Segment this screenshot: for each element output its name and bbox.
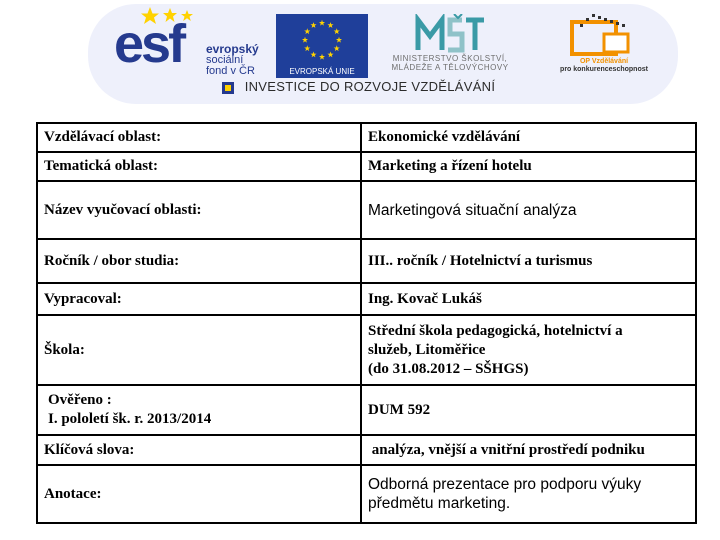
esf-wordmark: esf bbox=[114, 14, 184, 74]
op-caption-line: OP Vzdělávání bbox=[579, 58, 629, 65]
table-row bbox=[37, 123, 696, 152]
slogan: INVESTICE DO ROZVOJE VZDĚLÁVÁNÍ bbox=[244, 79, 496, 94]
row-value: DUM 592 bbox=[361, 385, 696, 435]
table-row bbox=[37, 465, 696, 523]
table-row bbox=[37, 181, 696, 239]
row-label: Ročník / obor studia: bbox=[37, 239, 361, 283]
row-value: Ekonomické vzdělávání bbox=[361, 123, 696, 152]
row-label-line: I. pololetí šk. r. 2013/2014 bbox=[48, 411, 212, 427]
eu-logo bbox=[276, 14, 368, 76]
logo-banner bbox=[0, 0, 720, 118]
op-caption-line: pro konkurenceschopnost bbox=[560, 66, 648, 73]
row-label: Vzdělávací oblast: bbox=[37, 123, 361, 152]
msmt-logo bbox=[372, 14, 528, 78]
row-value-line: předmětu marketing. bbox=[368, 495, 511, 512]
row-label: Klíčová slova: bbox=[37, 435, 361, 465]
table-row bbox=[37, 283, 696, 315]
table-row bbox=[37, 385, 696, 435]
row-value-line: (do 31.08.2012 – SŠHGS) bbox=[368, 360, 529, 377]
eu-star-icon bbox=[319, 54, 325, 60]
row-label-line: Ověřeno : bbox=[48, 392, 112, 408]
eu-star-icon bbox=[302, 37, 308, 43]
row-value bbox=[361, 315, 696, 385]
op-mark-icon bbox=[562, 12, 646, 56]
eu-star-icon bbox=[327, 22, 333, 28]
info-table bbox=[36, 122, 697, 524]
eu-label: EVROPSKÁ UNIE bbox=[276, 66, 368, 78]
row-label: Vypracoval: bbox=[37, 283, 361, 315]
row-value-line: služeb, Litoměřice bbox=[368, 341, 486, 358]
esf-logo bbox=[110, 6, 270, 80]
esf-caption bbox=[206, 44, 259, 77]
table-row bbox=[37, 435, 696, 465]
eu-star-icon bbox=[336, 37, 342, 43]
row-label: Anotace: bbox=[37, 465, 361, 523]
op-caption bbox=[534, 58, 674, 74]
row-value-line: Odborná prezentace pro podporu výuky bbox=[368, 476, 642, 493]
table-row bbox=[37, 152, 696, 181]
eu-star-icon bbox=[319, 20, 325, 26]
table-row bbox=[37, 315, 696, 385]
msmt-caption-line: MINISTERSTVO ŠKOLSTVÍ, bbox=[392, 54, 508, 63]
row-value bbox=[361, 465, 696, 523]
eu-star-icon bbox=[304, 45, 310, 51]
eu-star-icon bbox=[304, 28, 310, 34]
eu-star-icon bbox=[334, 45, 340, 51]
eu-star-icon bbox=[327, 52, 333, 58]
eu-star-icon bbox=[310, 22, 316, 28]
row-value-line: Střední škola pedagogická, hotelnictví a bbox=[368, 322, 623, 339]
row-value: Marketingová situační analýza bbox=[361, 181, 696, 239]
row-value: analýza, vnější a vnitřní prostředí podniku bbox=[361, 435, 696, 465]
row-label: Tematická oblast: bbox=[37, 152, 361, 181]
eu-flag-icon bbox=[276, 14, 368, 66]
row-label: Škola: bbox=[37, 315, 361, 385]
table-row bbox=[37, 239, 696, 283]
esf-caption-line: fond v ČR bbox=[206, 65, 255, 77]
esf-caption-line: sociální bbox=[206, 54, 244, 66]
msmt-caption-line: MLÁDEŽE A TĚLOVÝCHOVY bbox=[391, 63, 509, 72]
row-label bbox=[37, 385, 361, 435]
row-value: III.. ročník / Hotelnictví a turismus bbox=[361, 239, 696, 283]
row-label: Název vyučovací oblasti: bbox=[37, 181, 361, 239]
msmt-mark-icon bbox=[414, 14, 486, 54]
esf-caption-line: evropský bbox=[206, 42, 259, 56]
row-value: Marketing a řízení hotelu bbox=[361, 152, 696, 181]
eu-star-icon bbox=[310, 52, 316, 58]
eu-star-icon bbox=[334, 28, 340, 34]
row-value: Ing. Kovač Lukáš bbox=[361, 283, 696, 315]
op-logo bbox=[534, 12, 674, 78]
msmt-caption bbox=[372, 54, 528, 72]
